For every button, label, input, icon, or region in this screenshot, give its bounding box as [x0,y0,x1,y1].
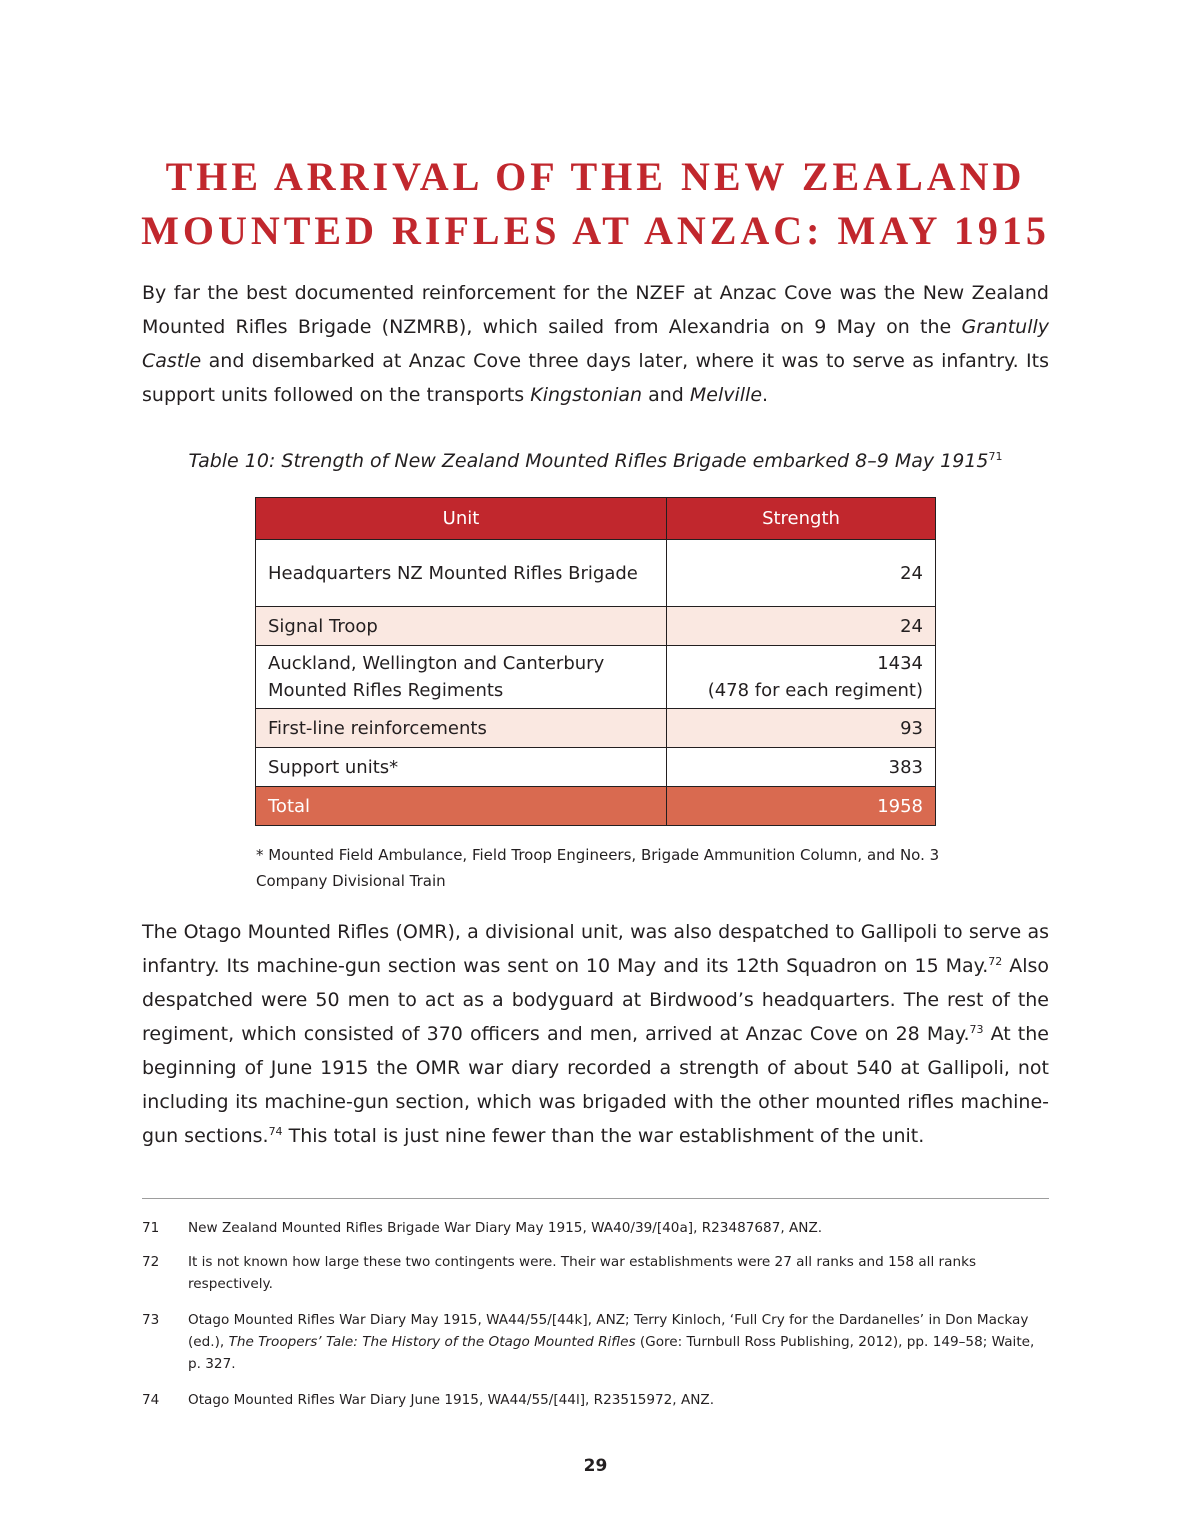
footnote-text: Otago Mounted Rifles War Diary June 1915, WA44/55/[44l], R23515972, ANZ. [188,1392,715,1408]
book-title: The Troopers’ Tale: The History of the Otago Mounted Rifles [228,1334,636,1350]
para1-text-2: and disembarked at Anzac Cove three days later, where it was to serve as infantry. Its support units followed on the transports [142,350,1049,406]
strength-note: (478 for each regiment) [707,680,923,701]
intro-paragraph [142,276,1049,412]
para1-text-4: . [762,384,769,406]
para1-text-3: and [642,384,690,406]
footnote-number: 71 [142,1220,160,1236]
footnote-number: 74 [142,1392,160,1408]
table-row [256,646,936,709]
footnote-divider [142,1198,1049,1199]
unit-cell: Support units* [256,748,667,787]
table-row [256,709,936,748]
ship-name-melville: Melville [689,384,763,406]
para1-text-1: By far the best documented reinforcement for the NZEF at Anzac Cove was the New Zealand Mounted Rifles Brigade (NZMRB), which sailed from Alexandria on 9 May on the [142,282,1049,338]
page-title [100,150,1091,258]
strength-cell: 24 [667,540,936,607]
footnote-number: 72 [142,1254,160,1270]
unit-cell: Headquarters NZ Mounted Rifles Brigade [256,540,667,607]
para2-text-3: At the beginning of June 1915 the OMR war diary recorded a strength of about 540 at Gallipoli, not including its machine-gun section, which was brigaded with the other mounted rifles machine-gun sections. [142,1023,1049,1147]
header-strength: Strength [667,498,936,540]
footnote-ref-72[interactable]: 72 [988,955,1003,968]
para2-text-1: The Otago Mounted Rifles (OMR), a divisional unit, was also despatched to Gallipoli to serve as infantry. Its machine-gun section was sent on 10 May and its 12th Squadron on 15 May. [142,921,1049,977]
footnote-text-part: Otago Mounted Rifles War Diary May 1915, WA44/55/[44k], ANZ; Terry Kinloch, ‘Full Cry for the Dardanelles’ in Don Mackay (ed.), [188,1312,1029,1350]
strength-cell: 93 [667,709,936,748]
unit-cell: Auckland, Wellington and Canterbury Mounted Rifles Regiments [256,646,667,709]
table-caption [100,446,1091,476]
table-row [256,748,936,787]
strength-cell: 383 [667,748,936,787]
strength-cell [667,646,936,709]
para2-text-2: Also despatched were 50 men to act as a bodyguard at Birdwood’s headquarters. The rest of the regiment, which consisted of 370 officers and men, arrived at Anzac Cove on 28 May. [142,955,1049,1045]
strength-table [255,497,936,826]
strength-value: 1434 [877,653,923,674]
footnote-ref-71[interactable]: 71 [988,450,1003,463]
table-total-row [256,787,936,826]
footnote-text: New Zealand Mounted Rifles Brigade War Diary May 1915, WA40/39/[40a], R23487687, ANZ. [188,1220,823,1236]
table-header-row [256,498,936,540]
page-number: 29 [583,1456,608,1476]
footnote-ref-73[interactable]: 73 [969,1023,984,1036]
unit-cell: First-line reinforcements [256,709,667,748]
ship-name-kingstonian: Kingstonian [530,384,643,406]
otago-paragraph [142,915,1049,1153]
footnote-number: 73 [142,1312,160,1328]
strength-cell: 24 [667,607,936,646]
footnote-ref-74[interactable]: 74 [268,1125,283,1138]
title-line-1: THE ARRIVAL OF THE NEW ZEALAND [165,154,1026,199]
footnote-text [188,1309,1049,1375]
table-row [256,607,936,646]
table-note: * Mounted Field Ambulance, Field Troop Engineers, Brigade Ammunition Column, and No. 3 Company Divisional Train [256,846,940,890]
total-value-cell: 1958 [667,787,936,826]
unit-cell: Signal Troop [256,607,667,646]
ship-name-grantully-castle: Grantully Castle [142,316,1049,372]
table-caption-text: Table 10: Strength of New Zealand Mounted Rifles Brigade embarked 8–9 May 1915 [188,450,989,472]
footnote-text-part: (Gore: Turnbull Ross Publishing, 2012), pp. 149–58; Waite, p. 327. [188,1334,1035,1372]
para2-text-4: This total is just nine fewer than the war establishment of the unit. [282,1125,925,1147]
table-row [256,540,936,607]
total-label-cell: Total [256,787,667,826]
footnote-text: It is not known how large these two contingents were. Their war establishments were 27 all ranks and 158 all ranks respectively. [188,1254,977,1292]
header-unit: Unit [256,498,667,540]
title-line-2: MOUNTED RIFLES AT ANZAC: MAY 1915 [141,208,1050,253]
